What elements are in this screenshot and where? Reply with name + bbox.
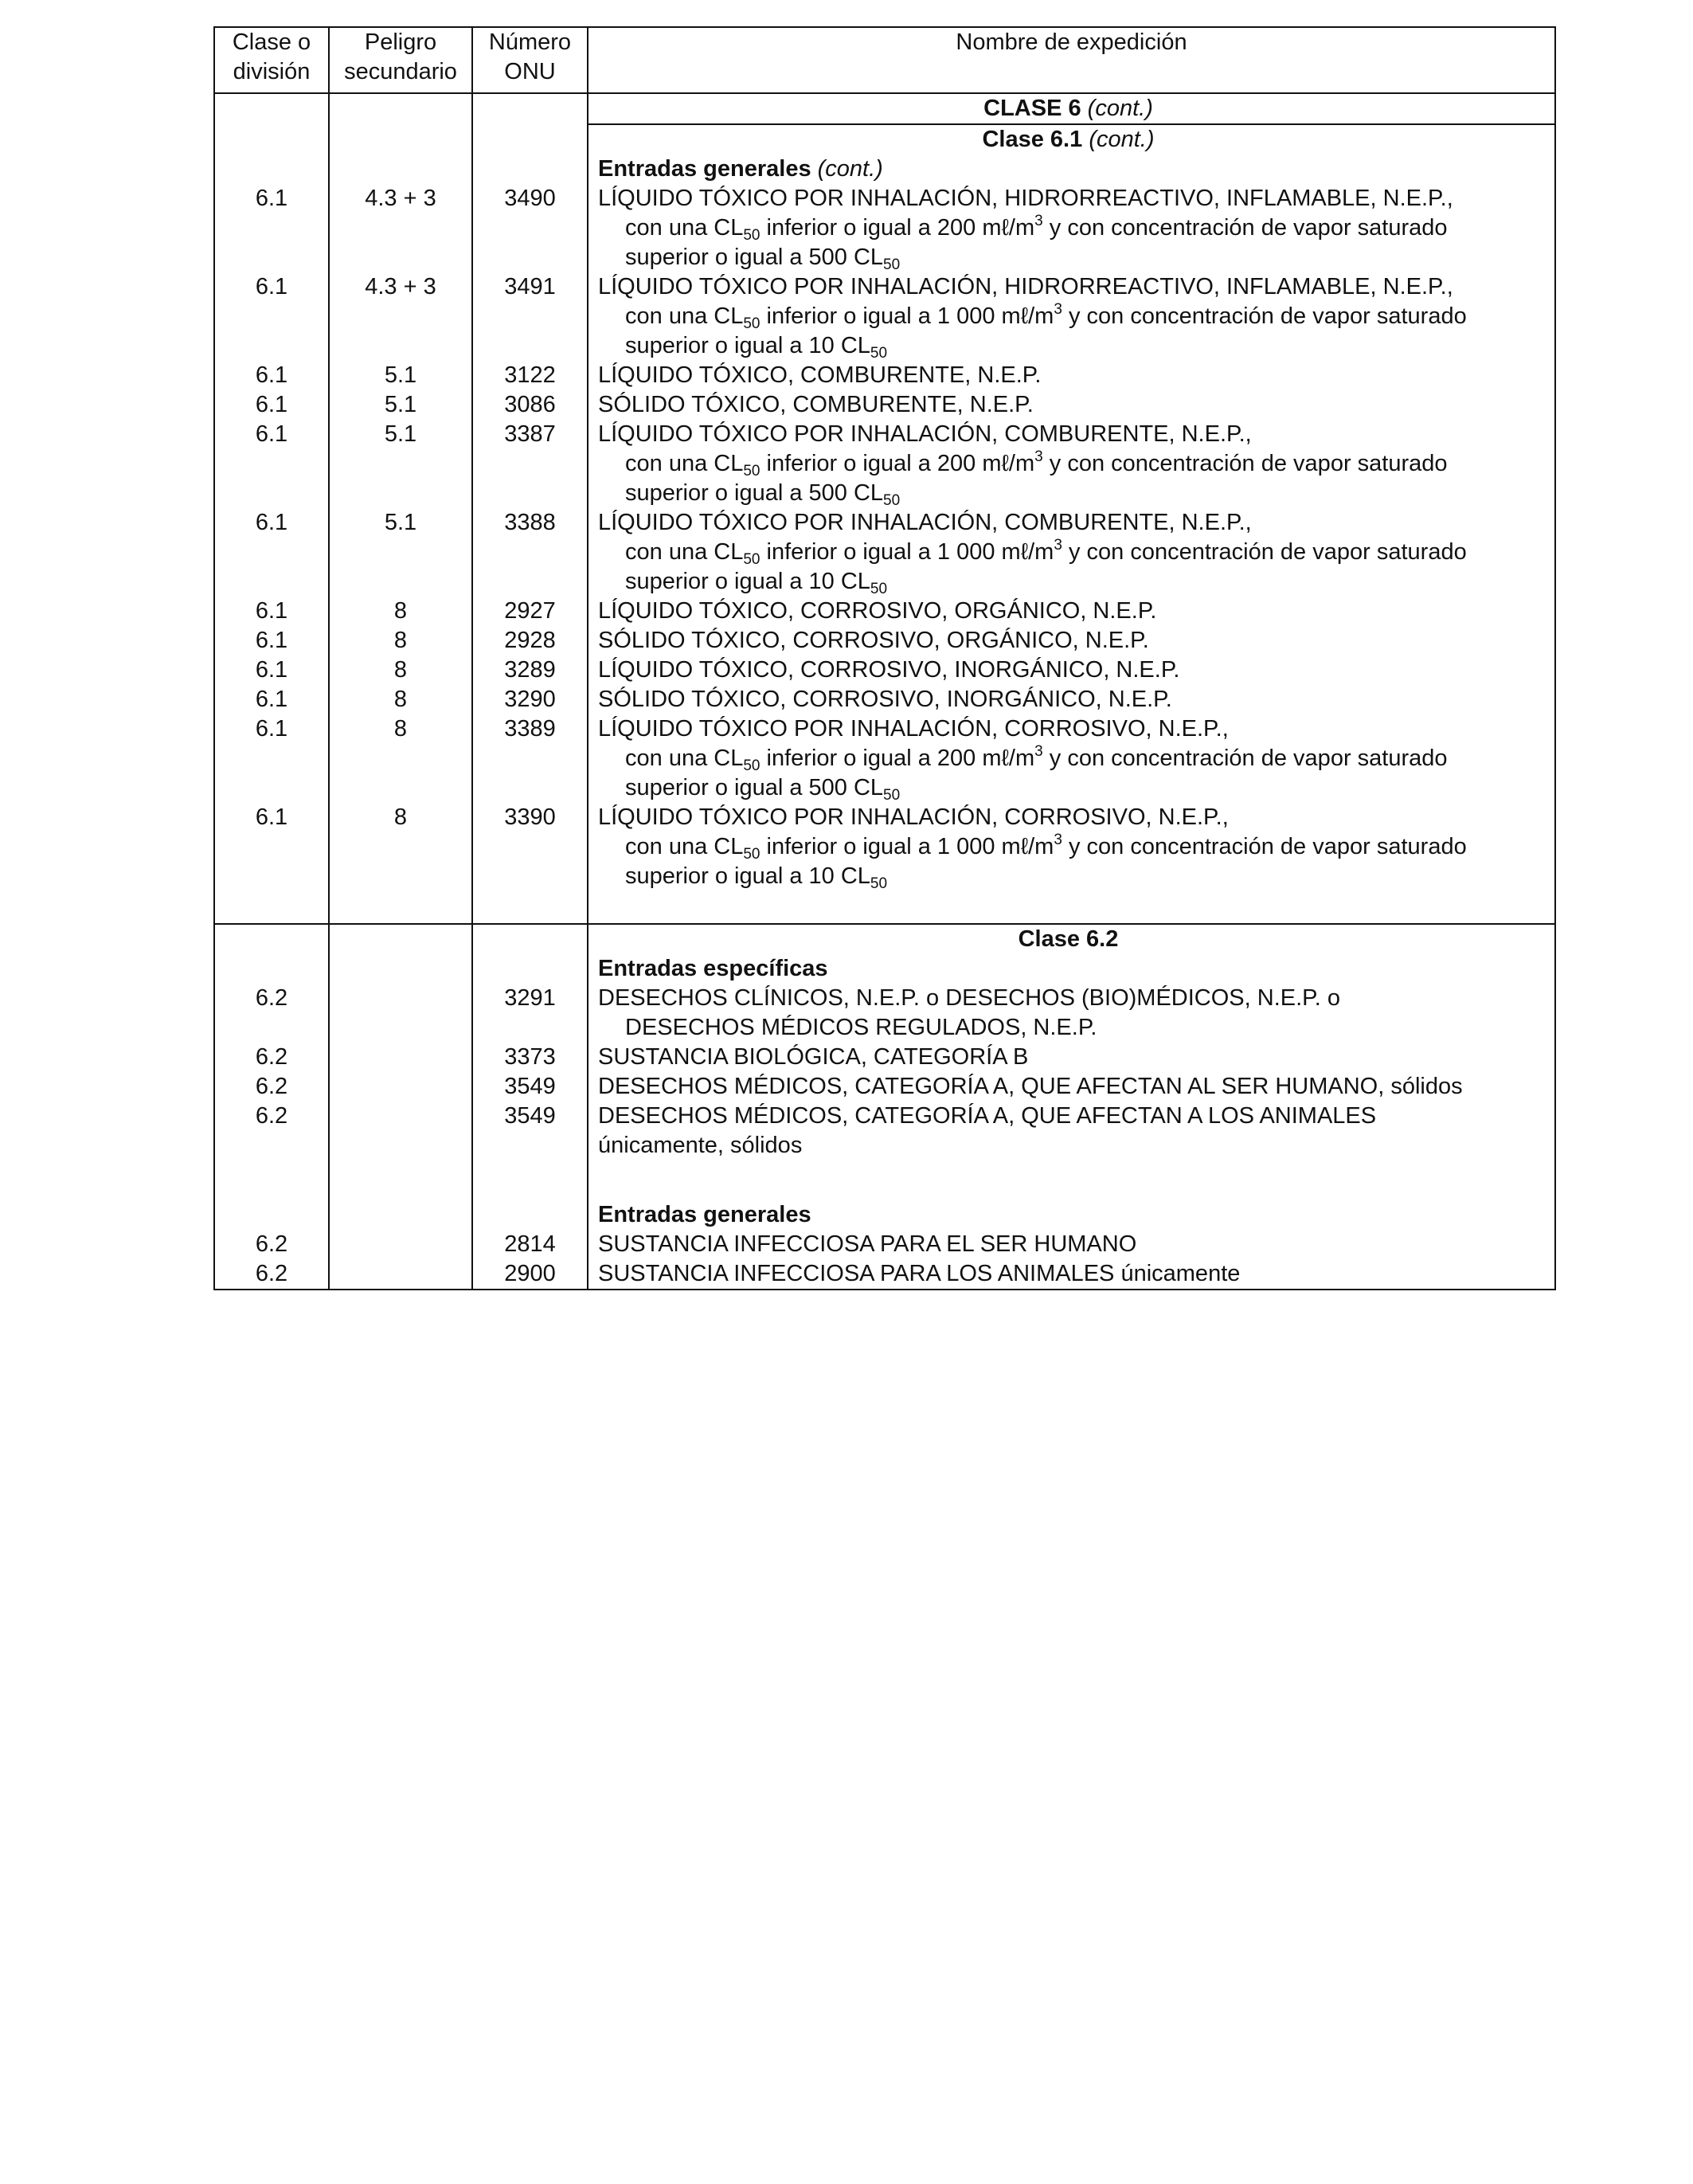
class-division-cell: 6.1 xyxy=(214,420,329,508)
table-row xyxy=(214,656,1555,685)
vapour-condition: superior o igual a 500 $CL_{50}$ xyxy=(625,775,901,804)
un-number-cell: 3290 xyxy=(472,685,588,714)
specific-entries-heading-row xyxy=(214,954,1555,984)
un-number-cell: 3549 xyxy=(472,1102,588,1160)
class6-heading-row xyxy=(214,93,1555,124)
shipping-name: LÍQUIDO TÓXICO POR INHALACIÓN, CORROSIVO, N.E.P., xyxy=(598,716,1229,742)
shipping-name: LÍQUIDO TÓXICO, CORROSIVO, ORGÁNICO, N.E.P. xyxy=(598,598,1157,624)
un-number-cell: 3490 xyxy=(472,184,588,272)
shipping-name-cell xyxy=(588,984,1555,1043)
subsidiary-hazard-cell: 4.3 + 3 xyxy=(329,184,472,272)
subsidiary-hazard-cell: 5.1 xyxy=(329,420,472,508)
vapour-condition: superior o igual a 10 $CL_{50}$ xyxy=(625,863,888,892)
table-row xyxy=(214,1259,1555,1290)
table-row xyxy=(214,984,1555,1043)
class6-heading: CLASE 6 (cont.) xyxy=(588,93,1555,124)
class-division-cell: 6.2 xyxy=(214,1259,329,1290)
table-row xyxy=(214,714,1555,803)
spacer-row xyxy=(214,891,1555,924)
shipping-name-cell xyxy=(588,1072,1555,1102)
un-number-cell: 2900 xyxy=(472,1259,588,1290)
shipping-name: LÍQUIDO TÓXICO POR INHALACIÓN, COMBURENTE, N.E.P., xyxy=(598,510,1252,535)
shipping-name: SÓLIDO TÓXICO, COMBURENTE, N.E.P. xyxy=(598,392,1034,417)
class62-heading: Clase 6.2 xyxy=(588,924,1555,954)
class-division-cell: 6.2 xyxy=(214,984,329,1043)
un-number-cell: 3388 xyxy=(472,508,588,597)
subsidiary-hazard-cell: 8 xyxy=(329,714,472,803)
class-division-cell: 6.1 xyxy=(214,656,329,685)
vapour-condition: superior o igual a 10 $CL_{50}$ xyxy=(625,333,888,362)
table-row xyxy=(214,626,1555,656)
class-division-cell: 6.1 xyxy=(214,508,329,597)
table-row xyxy=(214,803,1555,891)
general-entries-heading: Entradas generales (cont.) xyxy=(588,155,1555,184)
class-division-cell: 6.1 xyxy=(214,361,329,390)
shipping-name-cell xyxy=(588,272,1555,361)
header-class-division: Clase o división xyxy=(214,27,329,93)
table-row xyxy=(214,390,1555,420)
shipping-name-cell xyxy=(588,1230,1555,1259)
shipping-name-cell xyxy=(588,361,1555,390)
vapour-condition: superior o igual a 500 $CL_{50}$ xyxy=(625,245,901,273)
shipping-name-cell xyxy=(588,420,1555,508)
shipping-name-cell xyxy=(588,508,1555,597)
dangerous-goods-table xyxy=(213,26,1556,1290)
shipping-name: SUSTANCIA INFECCIOSA PARA LOS ANIMALES únicamente xyxy=(598,1261,1241,1286)
lc50-condition: con una $CL_{50}$ inferior o igual a 200 $m\ell/m^3$ y con concentración de vapor saturado xyxy=(625,743,1448,774)
subsidiary-hazard-cell xyxy=(329,984,472,1043)
shipping-name-cell xyxy=(588,656,1555,685)
class-division-cell: 6.1 xyxy=(214,626,329,656)
vapour-condition: superior o igual a 10 $CL_{50}$ xyxy=(625,569,888,597)
un-number-cell: 3549 xyxy=(472,1072,588,1102)
shipping-name: LÍQUIDO TÓXICO, CORROSIVO, INORGÁNICO, N.E.P. xyxy=(598,657,1180,683)
un-number-cell: 3491 xyxy=(472,272,588,361)
specific-entries-heading: Entradas específicas xyxy=(588,954,1555,984)
subsidiary-hazard-cell: 5.1 xyxy=(329,508,472,597)
lc50-condition: con una $CL_{50}$ inferior o igual a 1 000 $m\ell/m^3$ y con concentración de vapor saturado xyxy=(625,537,1467,568)
class62-heading-row xyxy=(214,924,1555,954)
subsidiary-hazard-cell: 8 xyxy=(329,685,472,714)
shipping-name: LÍQUIDO TÓXICO, COMBURENTE, N.E.P. xyxy=(598,362,1042,388)
class-division-cell: 6.2 xyxy=(214,1072,329,1102)
shipping-name-cell xyxy=(588,1102,1555,1160)
class-division-cell: 6.1 xyxy=(214,685,329,714)
subsidiary-hazard-cell: 8 xyxy=(329,803,472,891)
shipping-name-continued: DESECHOS MÉDICOS REGULADOS, N.E.P. xyxy=(625,1015,1097,1040)
class-division-cell: 6.1 xyxy=(214,184,329,272)
un-number-cell: 3389 xyxy=(472,714,588,803)
shipping-name-cell xyxy=(588,597,1555,626)
class-division-cell: 6.1 xyxy=(214,714,329,803)
shipping-name: SÓLIDO TÓXICO, CORROSIVO, ORGÁNICO, N.E.P. xyxy=(598,628,1149,653)
class-division-cell: 6.1 xyxy=(214,272,329,361)
shipping-name: LÍQUIDO TÓXICO POR INHALACIÓN, HIDRORREACTIVO, INFLAMABLE, N.E.P., xyxy=(598,186,1453,211)
un-number-cell: 3086 xyxy=(472,390,588,420)
table-row xyxy=(214,1043,1555,1072)
class61-heading: Clase 6.1 (cont.) xyxy=(588,124,1555,155)
header-un-number: Número ONU xyxy=(472,27,588,93)
shipping-name-cell xyxy=(588,1259,1555,1290)
table-row xyxy=(214,1072,1555,1102)
shipping-name: DESECHOS MÉDICOS, CATEGORÍA A, QUE AFECTAN AL SER HUMANO, sólidos xyxy=(598,1074,1463,1099)
subsidiary-hazard-cell: 5.1 xyxy=(329,361,472,390)
table-row xyxy=(214,184,1555,272)
un-number-cell: 2814 xyxy=(472,1230,588,1259)
table-row xyxy=(214,1230,1555,1259)
un-number-cell: 2928 xyxy=(472,626,588,656)
class-division-cell: 6.1 xyxy=(214,390,329,420)
general-entries-heading-row xyxy=(214,155,1555,184)
table-row xyxy=(214,420,1555,508)
shipping-name: SÓLIDO TÓXICO, CORROSIVO, INORGÁNICO, N.E.P. xyxy=(598,687,1172,712)
shipping-name: DESECHOS MÉDICOS, CATEGORÍA A, QUE AFECTAN A LOS ANIMALES xyxy=(598,1103,1377,1129)
un-number-cell: 3373 xyxy=(472,1043,588,1072)
shipping-name-cell xyxy=(588,685,1555,714)
subsidiary-hazard-cell xyxy=(329,1230,472,1259)
general-entries-heading-62: Entradas generales xyxy=(588,1200,1555,1230)
class61-heading-row xyxy=(214,124,1555,155)
table-row xyxy=(214,361,1555,390)
class-division-cell: 6.2 xyxy=(214,1043,329,1072)
shipping-name-cell xyxy=(588,803,1555,891)
subsidiary-hazard-cell: 8 xyxy=(329,656,472,685)
table-row xyxy=(214,685,1555,714)
shipping-name: LÍQUIDO TÓXICO POR INHALACIÓN, COMBURENTE, N.E.P., xyxy=(598,421,1252,447)
vapour-condition: superior o igual a 500 $CL_{50}$ xyxy=(625,480,901,509)
lc50-condition: con una $CL_{50}$ inferior o igual a 1 000 $m\ell/m^3$ y con concentración de vapor saturado xyxy=(625,301,1467,332)
un-number-cell: 2927 xyxy=(472,597,588,626)
class-division-cell: 6.2 xyxy=(214,1102,329,1160)
header-subsidiary-hazard: Peligro secundario xyxy=(329,27,472,93)
lc50-condition: con una $CL_{50}$ inferior o igual a 200 $m\ell/m^3$ y con concentración de vapor saturado xyxy=(625,213,1448,244)
table-row xyxy=(214,272,1555,361)
shipping-name: DESECHOS CLÍNICOS, N.E.P. o DESECHOS (BIO)MÉDICOS, N.E.P. o xyxy=(598,985,1340,1011)
subsidiary-hazard-cell: 4.3 + 3 xyxy=(329,272,472,361)
class-division-cell: 6.1 xyxy=(214,597,329,626)
un-number-cell: 3289 xyxy=(472,656,588,685)
un-number-cell: 3291 xyxy=(472,984,588,1043)
subsidiary-hazard-cell xyxy=(329,1043,472,1072)
shipping-name: LÍQUIDO TÓXICO POR INHALACIÓN, HIDRORREACTIVO, INFLAMABLE, N.E.P., xyxy=(598,274,1453,299)
table-header-row xyxy=(214,27,1555,93)
subsidiary-hazard-cell xyxy=(329,1102,472,1160)
table-row xyxy=(214,597,1555,626)
un-number-cell: 3390 xyxy=(472,803,588,891)
general-entries-heading-row-62 xyxy=(214,1200,1555,1230)
table-row xyxy=(214,1102,1555,1160)
subsidiary-hazard-cell: 8 xyxy=(329,626,472,656)
un-number-cell: 3122 xyxy=(472,361,588,390)
subsidiary-hazard-cell xyxy=(329,1072,472,1102)
lc50-condition: con una $CL_{50}$ inferior o igual a 1 000 $m\ell/m^3$ y con concentración de vapor saturado xyxy=(625,832,1467,863)
un-number-cell: 3387 xyxy=(472,420,588,508)
class-division-cell: 6.2 xyxy=(214,1230,329,1259)
shipping-name-continued: únicamente, sólidos xyxy=(598,1133,803,1158)
subsidiary-hazard-cell: 5.1 xyxy=(329,390,472,420)
spacer-row xyxy=(214,1160,1555,1200)
subsidiary-hazard-cell xyxy=(329,1259,472,1290)
shipping-name: SUSTANCIA INFECCIOSA PARA EL SER HUMANO xyxy=(598,1231,1137,1257)
lc50-condition: con una $CL_{50}$ inferior o igual a 200 $m\ell/m^3$ y con concentración de vapor saturado xyxy=(625,448,1448,479)
shipping-name-cell xyxy=(588,714,1555,803)
table-row xyxy=(214,508,1555,597)
shipping-name-cell xyxy=(588,390,1555,420)
shipping-name: LÍQUIDO TÓXICO POR INHALACIÓN, CORROSIVO, N.E.P., xyxy=(598,804,1229,830)
shipping-name-cell xyxy=(588,1043,1555,1072)
shipping-name: SUSTANCIA BIOLÓGICA, CATEGORÍA B xyxy=(598,1044,1029,1070)
shipping-name-cell xyxy=(588,626,1555,656)
class-division-cell: 6.1 xyxy=(214,803,329,891)
shipping-name-cell xyxy=(588,184,1555,272)
subsidiary-hazard-cell: 8 xyxy=(329,597,472,626)
header-shipping-name: Nombre de expedición xyxy=(588,27,1555,93)
